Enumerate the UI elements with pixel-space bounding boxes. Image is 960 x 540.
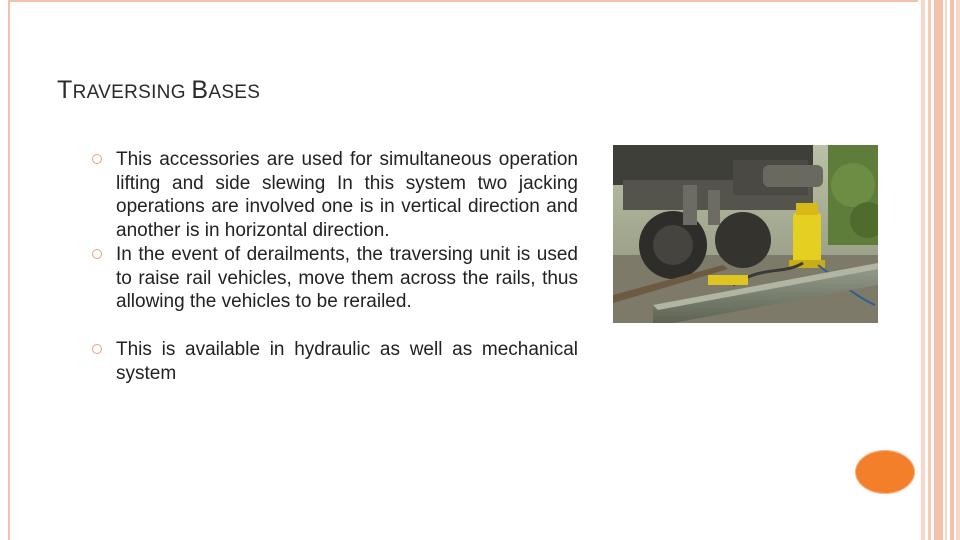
decor-stripe [945,0,947,540]
title-initial: T [57,76,73,104]
decor-stripe [956,0,960,540]
bullet-item [90,148,578,243]
bullet-text: In the event of derailments, the traversing unit is used to raise rail vehicles, move them across the rails, thus allowing the vehicles to be rerailed. [116,243,578,313]
title-rest: RAVERSING [72,82,192,103]
bullet-item [90,243,578,314]
bullet-text: This accessories are used for simultaneous operation lifting and side slewing In this system two jacking operations are involved one is in vertical direction and another is in horizontal direction. [116,149,578,242]
decor-stripe [928,0,931,540]
title-initial: B [191,76,209,104]
traversing-jack-photo [613,145,878,323]
bullet-item [90,338,578,385]
decor-stripe [921,0,925,540]
bullet-circle-icon [92,344,102,354]
decor-stripe [934,0,943,540]
orange-circle-decoration [855,450,915,494]
slide-title [57,76,260,105]
bullet-text: This is available in hydraulic as well as mechanical system [116,338,578,384]
title-rest: ASES [208,82,261,103]
bullet-list [90,148,578,385]
bullet-circle-icon [92,249,102,259]
decor-stripe [950,0,954,540]
bullet-circle-icon [92,154,102,164]
